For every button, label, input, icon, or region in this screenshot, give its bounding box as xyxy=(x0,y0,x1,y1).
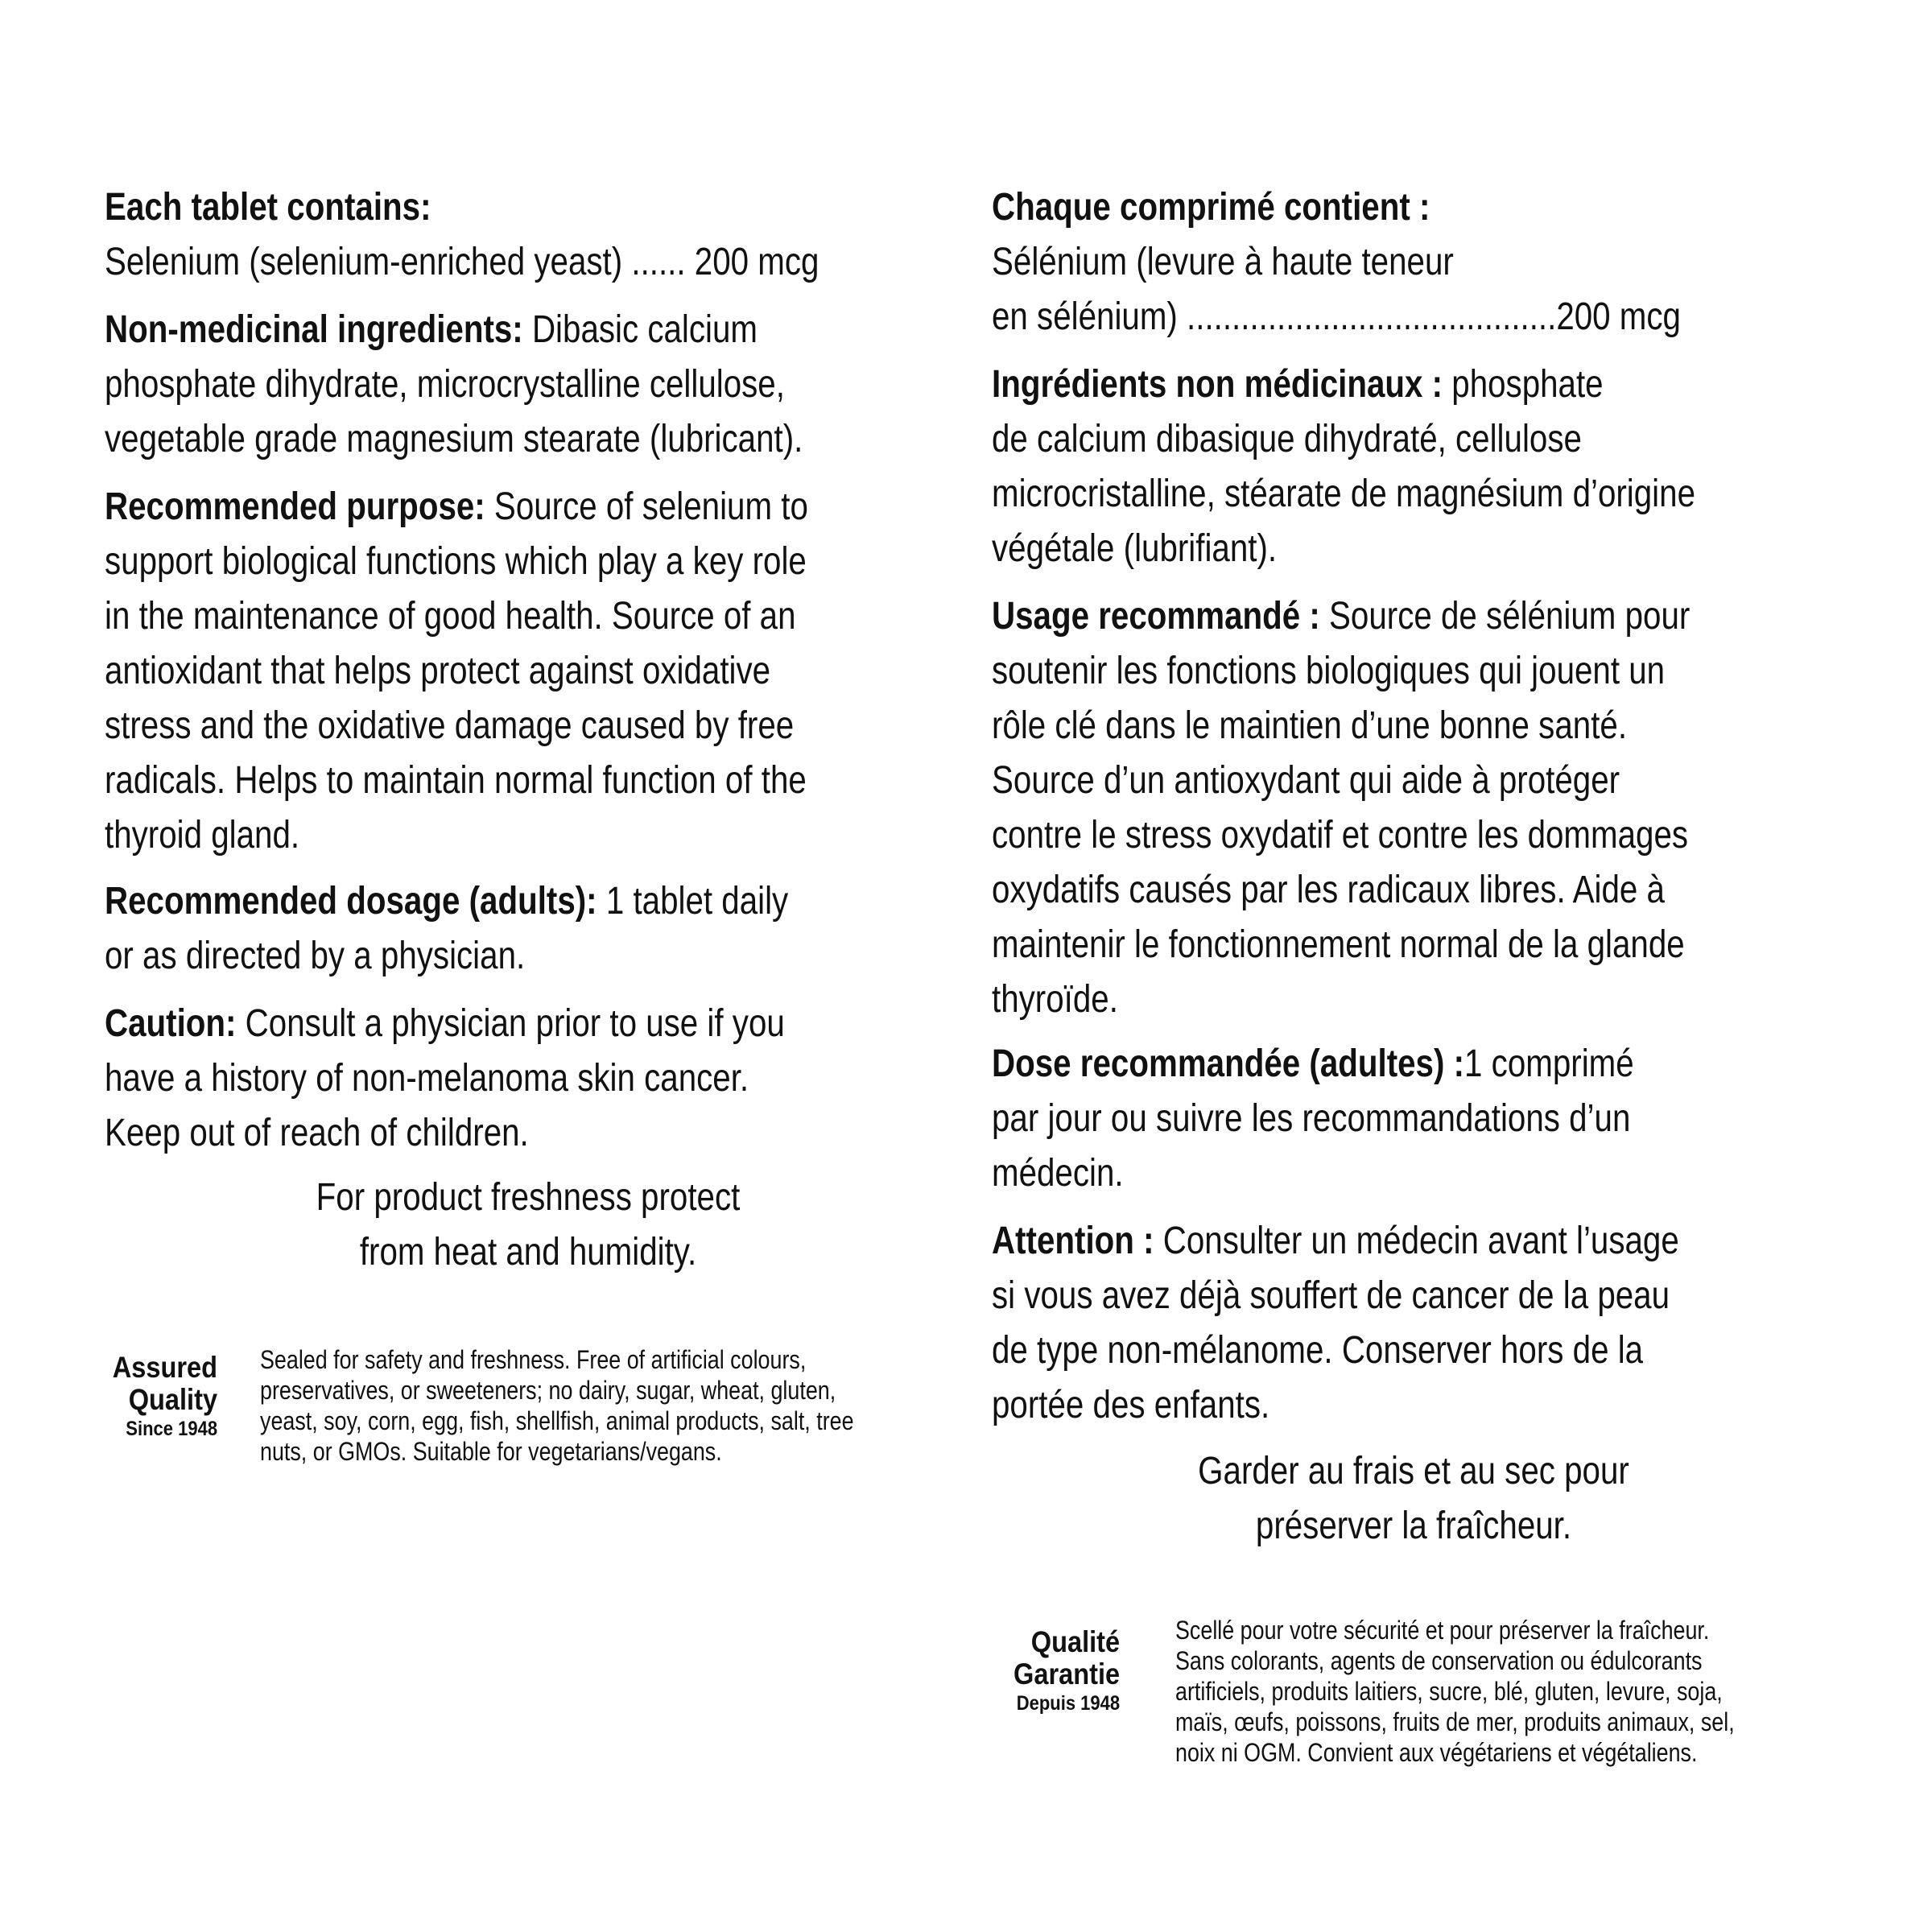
caution-text-en: have a history of non-melanoma skin cancer. xyxy=(105,1057,749,1100)
storage-line-fr: Garder au frais et au sec pour xyxy=(1198,1450,1629,1492)
nmi-label-fr: Ingrédients non médicinaux : xyxy=(992,363,1443,406)
selenium-line-fr: Sélénium (levure à haute teneur xyxy=(992,241,1454,283)
purpose-section-en xyxy=(105,480,808,863)
contents-heading-en: Each tablet contains: xyxy=(105,186,431,229)
nmi-text-fr: microcristalline, stéarate de magnésium d’origine xyxy=(992,473,1695,515)
seal-line-assured: Assured xyxy=(112,1351,217,1384)
nmi-label-en: Non-medicinal ingredients: xyxy=(105,308,523,351)
dosage-section-fr xyxy=(992,1037,1634,1201)
seal-statement-en xyxy=(260,1344,854,1467)
dosage-text-fr: médecin. xyxy=(992,1152,1124,1195)
nmi-text-fr: végétale (lubrifiant). xyxy=(992,527,1278,570)
selenium-amount-fr: 200 mcg xyxy=(1556,295,1681,338)
purpose-label-fr: Usage recommandé : xyxy=(992,595,1320,638)
purpose-text-en: support biological functions which play a key role xyxy=(105,540,807,583)
nmi-text-fr: phosphate xyxy=(1443,363,1604,406)
purpose-text-fr: thyroïde. xyxy=(992,978,1118,1021)
seal-line-quality: Quality xyxy=(128,1383,217,1416)
caution-label-en: Caution: xyxy=(105,1002,237,1045)
storage-note-en xyxy=(190,1170,866,1280)
seal-statement-line-fr: maïs, œufs, poissons, fruits de mer, produits animaux, sel, xyxy=(1175,1707,1735,1736)
contents-section-en xyxy=(105,180,819,290)
caution-section-en xyxy=(105,997,785,1161)
caution-label-fr: Attention : xyxy=(992,1220,1154,1262)
nmi-text-en: phosphate dihydrate, microcrystalline cellulose, xyxy=(105,363,785,406)
caution-text-fr: si vous avez déjà souffert de cancer de la peau xyxy=(992,1274,1670,1317)
caution-section-fr xyxy=(992,1214,1679,1433)
contents-section-fr xyxy=(992,180,1681,345)
caution-text-fr: de type non-mélanome. Conserver hors de la xyxy=(992,1329,1644,1372)
nmi-text-en: Dibasic calcium xyxy=(522,308,758,351)
purpose-text-fr: Source de sélénium pour xyxy=(1319,595,1690,638)
dosage-text-fr: par jour ou suivre les recommandations d’un xyxy=(992,1097,1631,1140)
storage-line-en: from heat and humidity. xyxy=(359,1231,697,1274)
purpose-text-en: thyroid gland. xyxy=(105,814,300,857)
storage-line-en: For product freshness protect xyxy=(316,1176,741,1219)
seal-statement-fr xyxy=(1175,1615,1735,1768)
seal-statement-line-en: nuts, or GMOs. Suitable for vegetarians/vegans. xyxy=(260,1437,722,1466)
purpose-section-fr xyxy=(992,589,1690,1027)
caution-text-fr: portée des enfants. xyxy=(992,1384,1270,1426)
contents-heading-fr: Chaque comprimé contient : xyxy=(992,186,1430,229)
dosage-text-en: 1 tablet daily xyxy=(597,880,789,923)
purpose-text-en: antioxidant that helps protect against oxidative xyxy=(105,650,771,692)
dosage-label-en: Recommended dosage (adults): xyxy=(105,880,597,923)
dosage-text-fr: 1 comprimé xyxy=(1464,1042,1634,1085)
caution-text-fr: Consulter un médecin avant l’usage xyxy=(1154,1220,1679,1262)
seal-statement-line-fr: Sans colorants, agents de conservation ou édulcorants xyxy=(1175,1646,1703,1675)
purpose-text-fr: contre le stress oxydatif et contre les dommages xyxy=(992,814,1689,857)
purpose-text-fr: oxydatifs causés par les radicaux libres. Aide à xyxy=(992,869,1665,911)
purpose-text-fr: rôle clé dans le maintien d’une bonne santé. xyxy=(992,704,1628,747)
seal-line-qualite: Qualité xyxy=(1030,1625,1120,1658)
storage-line-fr: préserver la fraîcheur. xyxy=(1255,1505,1572,1547)
seal-statement-line-fr: artificiels, produits laitiers, sucre, blé, gluten, levure, soja, xyxy=(1175,1677,1723,1706)
assured-quality-seal-en xyxy=(113,1352,217,1442)
nmi-section-en xyxy=(105,303,803,467)
selenium-dots-fr: en sélénium) ......................................... xyxy=(992,295,1557,338)
seal-line-depuis: Depuis 1948 xyxy=(1016,1692,1120,1715)
seal-statement-line-fr: Scellé pour votre sécurité et pour préserver la fraîcheur. xyxy=(1175,1616,1710,1645)
dosage-text-en: or as directed by a physician. xyxy=(105,935,526,977)
seal-statement-line-fr: noix ni OGM. Convient aux végétariens et végétaliens. xyxy=(1175,1738,1698,1767)
caution-text-en: Keep out of reach of children. xyxy=(105,1112,529,1154)
purpose-text-en: stress and the oxidative damage caused by free xyxy=(105,704,795,747)
storage-note-fr xyxy=(1075,1444,1752,1554)
dosage-label-fr: Dose recommandée (adultes) : xyxy=(992,1042,1465,1085)
qualite-garantie-seal-fr xyxy=(1013,1626,1120,1716)
nmi-text-fr: de calcium dibasique dihydraté, cellulose xyxy=(992,418,1582,460)
seal-statement-line-en: yeast, soy, corn, egg, fish, shellfish, animal products, salt, tree xyxy=(260,1406,854,1435)
purpose-text-en: in the maintenance of good health. Source of an xyxy=(105,595,796,638)
purpose-text-en: Source of selenium to xyxy=(485,485,808,528)
selenium-amount-line-en: Selenium (selenium-enriched yeast) ...... 200 mcg xyxy=(105,241,819,283)
seal-statement-line-en: Sealed for safety and freshness. Free of artificial colours, xyxy=(260,1345,807,1374)
purpose-text-en: radicals. Helps to maintain normal function of the xyxy=(105,759,807,802)
purpose-text-fr: Source d’un antioxydant qui aide à protéger xyxy=(992,759,1620,802)
purpose-text-fr: maintenir le fonctionnement normal de la glande xyxy=(992,923,1685,966)
caution-text-en: Consult a physician prior to use if you xyxy=(236,1002,785,1045)
nmi-text-en: vegetable grade magnesium stearate (lubricant). xyxy=(105,418,803,460)
dosage-section-en xyxy=(105,874,788,984)
seal-line-garantie: Garantie xyxy=(1013,1657,1120,1690)
purpose-text-fr: soutenir les fonctions biologiques qui jouent un xyxy=(992,650,1666,692)
seal-line-since: Since 1948 xyxy=(126,1418,217,1440)
seal-statement-line-en: preservatives, or sweeteners; no dairy, sugar, wheat, gluten, xyxy=(260,1376,836,1405)
nmi-section-fr xyxy=(992,357,1695,576)
purpose-label-en: Recommended purpose: xyxy=(105,485,485,528)
